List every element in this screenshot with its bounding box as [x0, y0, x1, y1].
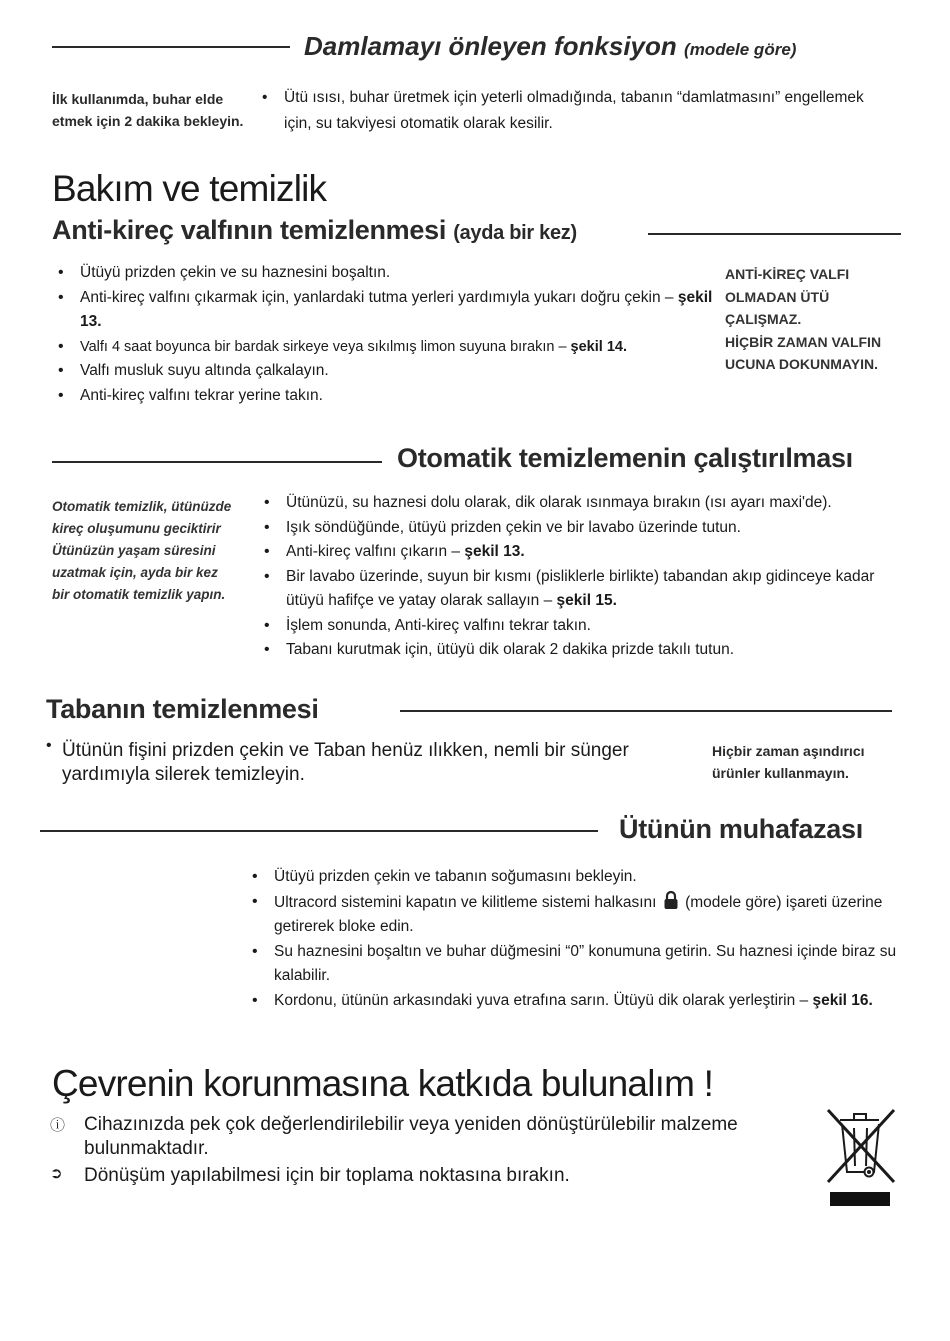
- warning-line: HİÇBİR ZAMAN VALFIN: [725, 333, 882, 350]
- drip-bullet-line: Ütü ısısı, buhar üretmek için yeterli olmadığında, tabanın “damlatmasını” engellemek: [284, 89, 864, 106]
- list-item-text: Işık söndüğünde, ütüyü prizden çekin ve bir lavabo üzerinde tutun.: [286, 518, 741, 536]
- figure-ref: şekil 13.: [80, 288, 713, 330]
- drip-title: [304, 31, 796, 62]
- section-rule: [648, 233, 901, 235]
- side-note-line: Otomatik temizlik, ütünüzde: [52, 499, 232, 514]
- soleplate-note: [712, 740, 912, 784]
- list-item: [56, 286, 716, 335]
- soleplate-title: Tabanın temizlenmesi: [46, 694, 319, 724]
- storage-title: Ütünün muhafazası: [619, 814, 863, 844]
- environment-line: [50, 1113, 810, 1161]
- list-item: [262, 516, 912, 541]
- list-item-text: Ultracord sistemini kapatın ve kilitleme sistemi halkasını: [274, 893, 657, 911]
- figure-ref: şekil 14.: [570, 338, 627, 355]
- list-item: [250, 940, 910, 989]
- list-item-text: İşlem sonunda, Anti-kireç valfını tekrar takın.: [286, 616, 591, 634]
- list-item-text: Kordonu, ütünün arkasındaki yuva etrafına sarın. Ütüyü dik olarak yerleştirin –: [274, 991, 809, 1009]
- list-item: [262, 565, 912, 614]
- list-item: [262, 614, 912, 639]
- list-item: [56, 384, 716, 409]
- side-note-line: bir otomatik temizlik yapın.: [52, 587, 226, 602]
- list-item: [262, 638, 912, 663]
- side-note-line: uzatmak için, ayda bir kez: [52, 565, 218, 580]
- environment-line-text: Cihazınızda pek çok değerlendirilebilir veya yeniden dönüştürülebilir malzeme bulunmaktadır.: [84, 1114, 738, 1159]
- list-item-text: Anti-kireç valfını tekrar yerine takın.: [80, 386, 323, 404]
- drip-bullet-line: için, su takviyesi otomatik olarak kesilir.: [284, 115, 553, 132]
- list-item: [262, 491, 912, 516]
- list-item: [250, 865, 910, 890]
- selfclean-side-note: [52, 496, 262, 606]
- figure-ref: şekil 15.: [556, 592, 617, 609]
- environment-title: Çevrenin korunmasına katkıda bulunalım !: [52, 1063, 714, 1104]
- side-note-line: Ütünüzün yaşam süresini: [52, 543, 216, 558]
- list-item-text: Su haznesini boşaltın ve buhar düğmesini “0” konumuna getirin. Su haznesi içinde biraz su kalabilir.: [274, 942, 897, 984]
- list-item-text: (modele göre) işareti üzerine getirerek bloke edin.: [274, 893, 883, 935]
- antiscale-list: [56, 261, 716, 408]
- figure-ref: şekil 13.: [464, 543, 525, 560]
- drip-body: [262, 85, 912, 137]
- list-item: [56, 261, 716, 286]
- list-item: [250, 989, 910, 1014]
- antiscale-title-note: (ayda bir kez): [453, 222, 577, 244]
- drip-title-note: (modele göre): [684, 40, 797, 59]
- antiscale-warning: [725, 263, 925, 376]
- side-note-line: kireç oluşumunu geciktirir: [52, 521, 221, 536]
- list-item-text: Anti-kireç valfını çıkarmak için, yanlardaki tutma yerleri yardımıyla yukarı doğru çekin –: [80, 288, 674, 306]
- warning-line: UCUNA DOKUNMAYIN.: [725, 356, 878, 372]
- list-item-text: Ütünüzü, su haznesi dolu olarak, dik olarak ısınmaya bırakın (ısı ayarı maxi'de).: [286, 494, 832, 511]
- warning-line: OLMADAN ÜTÜ: [725, 288, 830, 305]
- care-title: Bakım ve temizlik: [52, 168, 327, 209]
- list-item-text: Ütüyü prizden çekin ve su haznesini boşaltın.: [80, 264, 391, 281]
- environment-line-text: Dönüşüm yapılabilmesi için bir toplama noktasına bırakın.: [84, 1165, 570, 1186]
- drip-side-note-line: İlk kullanımda, buhar elde: [52, 91, 224, 107]
- list-item-text: Valfı musluk suyu altında çalkalayın.: [80, 362, 329, 379]
- antiscale-title: [52, 215, 577, 246]
- soleplate-bullet: • Ütünün fişini prizden çekin ve Taban henüz ılıkken, nemli bir sünger yardımıyla silerek temizleyin.: [46, 737, 629, 785]
- figure-ref: şekil 16.: [812, 991, 873, 1009]
- lock-icon: [663, 890, 679, 910]
- soleplate-text: Ütünün fişini prizden çekin ve Taban henüz ılıkken, nemli bir sünger yardımıyla silerek temizleyin.: [62, 740, 629, 785]
- list-item-text: Anti-kireç valfını çıkarın –: [286, 543, 461, 560]
- drip-bullet: • Ütü ısısı, buhar üretmek için yeterli olmadığında, tabanın “damlatmasını” engellemek için, su takviyesi otomatik olarak kesilir.: [262, 89, 864, 132]
- warning-line: ANTİ-KİREÇ VALFI: [725, 266, 850, 282]
- soleplate-note-line: Hiçbir zaman aşındırıcı: [712, 743, 865, 759]
- weee-bin-icon: [824, 1106, 898, 1210]
- arrow-icon: ➲: [50, 1165, 63, 1182]
- list-item-text: Ütüyü prizden çekin ve tabanın soğumasını bekleyin.: [274, 868, 637, 885]
- environment-body: [50, 1113, 810, 1188]
- info-icon: ⓘ: [50, 1117, 66, 1134]
- environment-line: [50, 1164, 810, 1188]
- list-item-text: Tabanı kurutmak için, ütüyü dik olarak 2 dakika prizde takılı tutun.: [286, 641, 735, 658]
- list-item-text: Bir lavabo üzerinde, suyun bir kısmı (pisliklerle birlikte) tabandan akıp gidinceye kadar ütüyü hafifçe ve yatay olarak sallayın –: [286, 567, 875, 609]
- drip-side-note-line: etmek için 2 dakika bekleyin.: [52, 113, 244, 129]
- soleplate-note-line: ürünler kullanmayın.: [712, 765, 849, 781]
- list-item-text: Valfı 4 saat boyunca bir bardak sirkeye veya sıkılmış limon suyuna bırakın –: [80, 338, 567, 355]
- list-item: [262, 540, 912, 565]
- section-rule: [400, 710, 892, 712]
- antiscale-title-text: Anti-kireç valfının temizlenmesi: [52, 215, 447, 245]
- drip-title-text: Damlamayı önleyen fonksiyon: [304, 31, 677, 61]
- list-item: [56, 359, 716, 384]
- drip-side-note: [52, 88, 257, 132]
- section-rule: [52, 46, 290, 48]
- section-rule: [52, 461, 382, 463]
- list-item: [250, 890, 910, 940]
- selfclean-title: Otomatik temizlemenin çalıştırılması: [397, 443, 853, 473]
- warning-line: ÇALIŞMAZ.: [725, 311, 802, 327]
- section-rule: [40, 830, 598, 832]
- list-item: [56, 335, 716, 360]
- soleplate-body: [46, 739, 706, 787]
- selfclean-list: [262, 491, 912, 663]
- storage-list: [250, 865, 910, 1013]
